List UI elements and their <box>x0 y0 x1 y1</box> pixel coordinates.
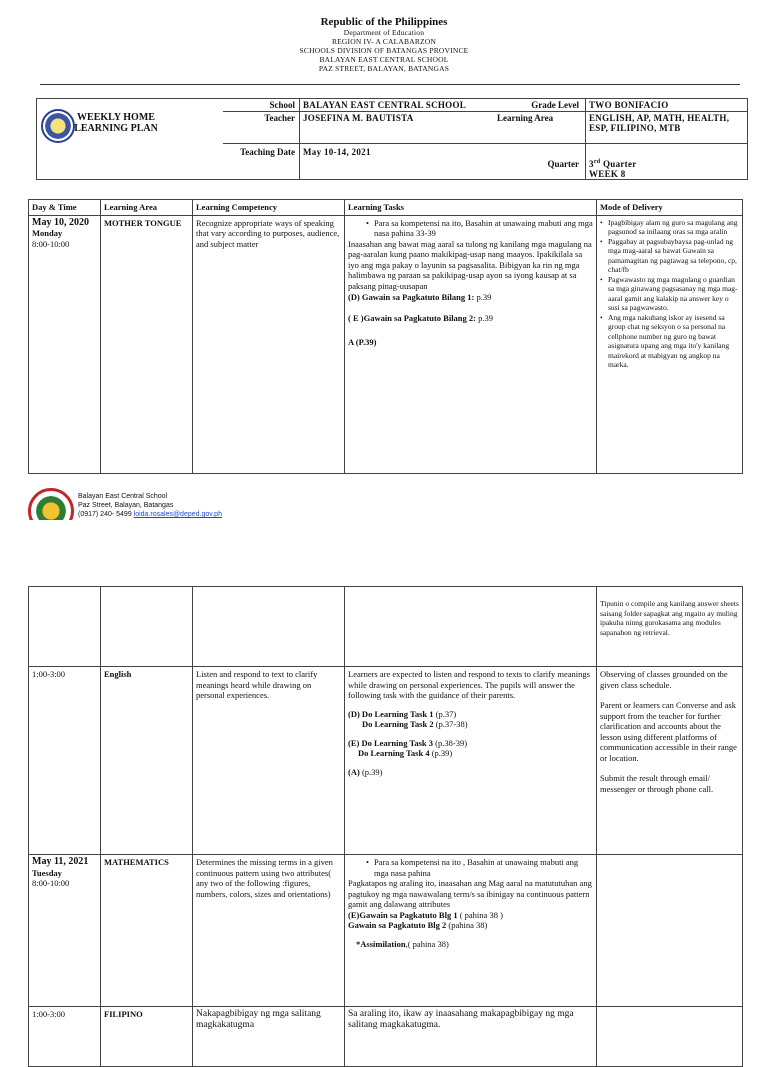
day-cell: 1:00-3:00 <box>29 667 101 855</box>
task-e1-label: (E)Gawain sa Pagkatuto Blg 1 <box>348 909 458 920</box>
task-e1-label: (E) Do Learning Task 3 <box>348 737 434 748</box>
day-cell <box>29 215 101 473</box>
quarter-word: Quarter <box>600 159 637 169</box>
competency-cell <box>193 587 345 667</box>
footer-text <box>78 492 222 519</box>
area-cell: English <box>101 667 193 855</box>
delivery-text: Submit the result through email/ messenger or through phone call. <box>600 773 714 794</box>
footer-address: Paz Street, Balayan, Batangas <box>78 502 174 509</box>
task-e2-page: (p.39) <box>429 748 453 758</box>
footer-school: Balayan East Central School <box>78 493 168 500</box>
row-time: 8:00-10:00 <box>32 878 70 888</box>
table-header-row <box>29 200 743 216</box>
tasks-cell: Sa araling ito, ikaw ay inaasahang makapagbibigay ng mga salitang magkakatugma. <box>345 1007 597 1067</box>
col-header-delivery: Mode of Delivery <box>597 200 743 216</box>
delivery-cell <box>597 855 743 1007</box>
area-cell: FILIPINO <box>101 1007 193 1067</box>
task-e <box>348 313 593 324</box>
table-row <box>29 587 743 667</box>
day-cell: 1:00-3:00 <box>29 1007 101 1067</box>
task-d-page: p.39 <box>474 292 492 302</box>
task-a-page: (p.39) <box>359 766 383 777</box>
department-name: Department of Education <box>343 28 425 37</box>
delivery-item: • Paggabay at pagsubaybaysa pag-unlad ng mga mag-aaral sa bawat Gawain sa pamamagitan ng pagtawag sa telepono, cp, chat/fb <box>600 237 739 275</box>
task-d-label: (D) Gawain sa Pagkatuto Bilang 1: <box>348 292 475 302</box>
school-address: PAZ STREET, BALAYAN, BATANGAS <box>318 64 450 73</box>
footer <box>24 484 764 524</box>
row-day: Tuesday <box>32 867 62 878</box>
delivery-item: • Pagwawasto ng mga magulang o guardian sa mga ginawang pagsasanay ng mga mag-aaral gamit ang kalakip na answer key o susi sa pagwawasto. <box>600 275 739 313</box>
task-e2 <box>348 748 593 759</box>
page-one <box>0 0 768 520</box>
tasks-cell <box>345 215 597 473</box>
competency-cell: Listen and respond to text to clarify meanings heard while drawing on personal experiences. <box>193 667 345 855</box>
footer-contact <box>78 510 222 519</box>
plan-title-line2: LEARNING PLAN <box>74 123 158 134</box>
delivery-text: Observing of classes grounded on the given class schedule. <box>600 669 728 690</box>
delivery-item: • Ang mga nakuhang iskor ay isesend sa group chat ng seksyon o sa personal na cellphone number ng guro ng bawat asignatura upang ang mga ito'y kanilang mairekord at mabigyan ng angkop na marka. <box>600 313 739 370</box>
area-cell <box>101 587 193 667</box>
task-e2 <box>348 920 593 931</box>
task-d <box>348 292 593 303</box>
grade-level-label: Grade Level <box>531 100 579 110</box>
table-row <box>29 855 743 1007</box>
tasks-cell <box>345 587 597 667</box>
competency-cell: Determines the missing terms in a given continuous pattern using two attributes( any two of the following :figures, numbers, colors, sizes and orientations) <box>193 855 345 1007</box>
task-a <box>348 767 593 778</box>
task-bullet-list <box>348 857 593 878</box>
delivery-list <box>600 218 739 370</box>
task-e-page: p.39 <box>476 312 493 323</box>
tasks-cell <box>345 855 597 1007</box>
teaching-date-label: Teaching Date <box>240 147 295 157</box>
task-bullet-list <box>348 218 593 239</box>
row-date: May 10, 2020 <box>32 216 89 228</box>
region-name: REGION IV- A CALABARZON <box>331 37 437 46</box>
delivery-cell <box>597 1007 743 1067</box>
delivery-text: Parent or learners can Converse and ask support from the teacher for further clarification and accounts about the lesson using different platforms of communication accessible in their range or location. <box>600 700 737 763</box>
quarter-number: 3 <box>589 159 594 169</box>
assimilation-label: *Assimilation <box>356 938 406 949</box>
col-header-tasks: Learning Tasks <box>345 200 597 216</box>
task-e1-page: ( pahina 38 ) <box>457 909 503 920</box>
delivery-item: • Ipagbibigay alam ng guro sa magulang ang pagsunod sa inilaang oras sa mga aralin <box>600 218 739 237</box>
page-two <box>0 520 768 1030</box>
task-e2-page: (pahina 38) <box>446 920 488 930</box>
task-assimilation <box>348 939 593 950</box>
row-day: Monday <box>32 228 63 238</box>
letterhead <box>0 16 768 73</box>
task-d1 <box>348 709 593 720</box>
col-header-day: Day & Time <box>29 200 101 216</box>
table-row <box>29 215 743 473</box>
area-cell: MOTHER TONGUE <box>101 215 193 473</box>
task-intro: Learners are expected to listen and respond to texts to clarify meanings while drawing on personal experiences. The pupils will answer the following task with the guidance of their parents. <box>348 669 590 700</box>
quarter-suffix: rd <box>593 159 601 165</box>
delivery-cell: Tipunin o compile ang kanilang answer sheets saisang folder sapagkat ang mgaito ay muling ipakuha ninng gurokasama ang modules sapanahon ng retrieval. <box>597 587 743 667</box>
task-e1 <box>348 910 593 921</box>
teacher-value: JOSEFINA M. BAUTISTA <box>303 113 414 123</box>
table-row <box>29 667 743 855</box>
divider <box>223 143 747 144</box>
grade-level-value: TWO BONIFACIO <box>589 100 669 110</box>
table-row <box>29 1007 743 1067</box>
info-box <box>36 98 748 180</box>
quarter-value <box>589 157 745 179</box>
assimilation-page: ,( pahina 38) <box>405 938 449 949</box>
area-cell: MATHEMATICS <box>101 855 193 1007</box>
learning-area-label: Learning Area <box>497 113 554 123</box>
plan-table <box>28 199 743 474</box>
school-name: BALAYAN EAST CENTRAL SCHOOL <box>319 55 449 64</box>
task-d2-page: (p.37-38) <box>433 719 468 729</box>
task-e1 <box>348 738 593 749</box>
delivery-cell <box>597 667 743 855</box>
header-divider <box>40 84 740 85</box>
task-bullet: • Para sa kompetensi na ito, Basahin at unawaing mabuti ang mga nasa pahina 33-39 <box>366 218 593 239</box>
row-date: May 11, 2021 <box>32 856 89 867</box>
footer-email-link[interactable]: loida.rosales@deped.gov.ph <box>133 511 222 518</box>
tasks-cell <box>345 667 597 855</box>
deped-seal-icon <box>41 109 75 143</box>
task-d2-label: Do Learning Task 2 <box>362 719 434 729</box>
task-paragraph: Inaasahan ang bawat mag aaral sa tulong ng kanilang mga magulang na pag-aaralan kung paano makikipag-usap nang maayos. Ipakikilala sa iyo ang mga pakay o layunin sa pagsasalita. Bibigyan ka rin ng mga halimbawa ng paraan sa pakikipag-usap ayon sa iyong kausap at sa paksang pinag-uusapan <box>348 238 592 291</box>
teaching-date-value: May 10-14, 2021 <box>303 147 371 157</box>
quarter-label: Quarter <box>547 159 579 169</box>
task-e2-label: Do Learning Task 4 <box>358 748 430 758</box>
learning-area-value: ENGLISH, AP, MATH, HEALTH, ESP, FILIPINO, MTB <box>589 113 730 133</box>
divider <box>223 111 747 112</box>
division-name: SCHOOLS DIVISION OF BATANGAS PROVINCE <box>299 46 469 55</box>
competency-cell: Nakapagbibigay ng mga salitang magkakatugma <box>193 1007 345 1067</box>
col-header-competency: Learning Competency <box>193 200 345 216</box>
competency-cell: Recognize appropriate ways of speaking that vary according to purposes, audience, and subject matter <box>193 215 345 473</box>
delivery-cell <box>597 215 743 473</box>
plan-title-line1: WEEKLY HOME <box>77 112 155 123</box>
footer-phone: (0917) 240- 5499 <box>78 511 134 518</box>
task-bullet: • Para sa kompetensi na ito , Basahin at unawaing mabuti ang mga nasa pahina <box>366 857 593 878</box>
republic-title: Republic of the Philippines <box>320 16 448 28</box>
task-e2-label: Gawain sa Pagkatuto Blg 2 <box>348 920 447 930</box>
task-e1-page: (p.38-39) <box>433 737 468 748</box>
plan-table-continued <box>28 586 743 1067</box>
task-a: A (P.39) <box>348 337 377 347</box>
day-cell <box>29 587 101 667</box>
col-header-area: Learning Area <box>101 200 193 216</box>
week-value: WEEK 8 <box>589 169 626 179</box>
plan-title <box>71 112 161 134</box>
task-a-label: (A) <box>348 766 360 777</box>
task-d1-page: (p.37) <box>433 708 457 719</box>
task-d2 <box>348 719 593 730</box>
task-e-label: ( E )Gawain sa Pagkatuto Bilang 2: <box>348 312 476 323</box>
school-label: School <box>269 100 295 110</box>
row-time: 8:00-10:00 <box>32 238 70 249</box>
task-paragraph: Pagkatapos ng araling ito, inaasahan ang Mag aaral na matututuhan ang pagtukoy ng mga nawawalang term/s sa ibinigay na continuous pattern gamit ang dalawang attributes <box>348 878 592 909</box>
school-value: BALAYAN EAST CENTRAL SCHOOL <box>303 100 467 110</box>
day-cell <box>29 855 101 1007</box>
teacher-label: Teacher <box>264 113 295 123</box>
task-d1-label: (D) Do Learning Task 1 <box>348 708 434 719</box>
